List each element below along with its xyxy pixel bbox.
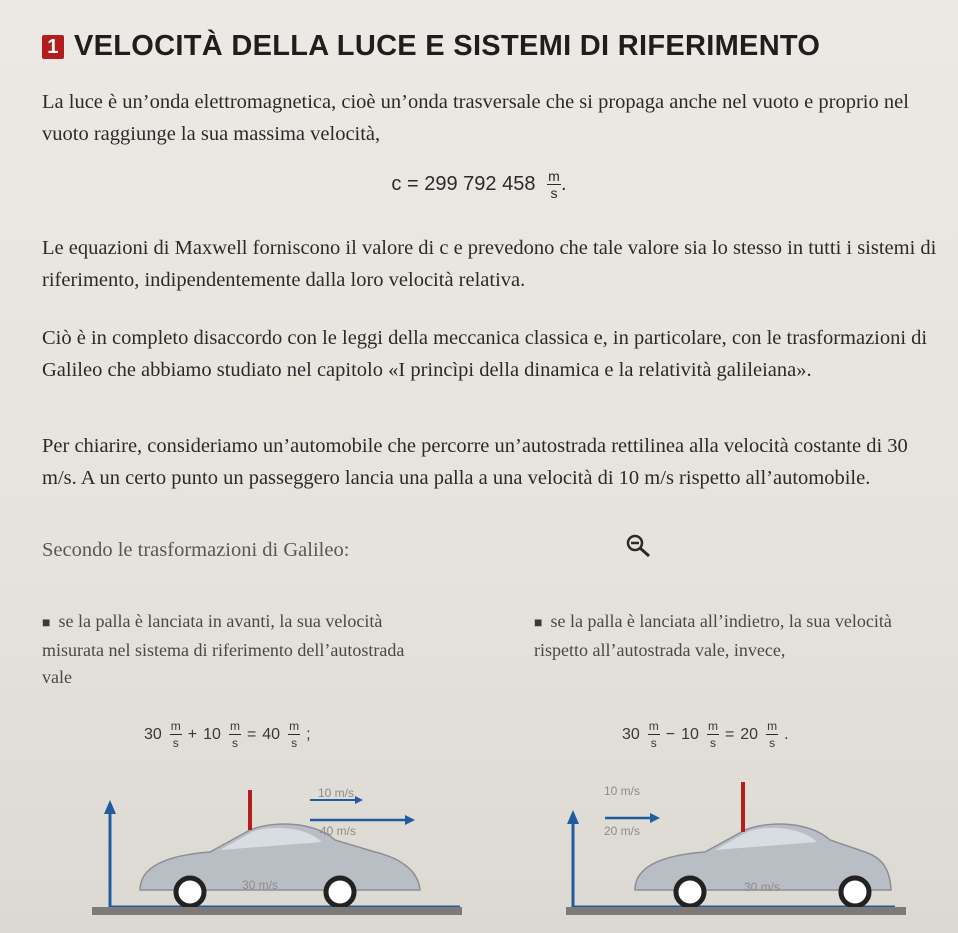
calc-unit [288,718,300,751]
road-right [566,907,906,915]
label-result-speed: 20 m/s [604,824,641,838]
unit-denominator: s [291,736,298,750]
unit-numerator: m [548,168,560,184]
arrowhead-result [650,813,660,823]
calc-tail: . [784,725,789,743]
section-heading [42,30,820,63]
calc-forward [144,718,311,751]
formula-lhs: c = 299 792 458 [391,172,536,195]
axis-arrowhead [567,810,579,824]
unit-numerator: m [229,719,240,733]
arrowhead-ball [355,796,363,804]
calc-unit [170,718,182,751]
road-left [92,907,462,915]
paragraph-transformations: Secondo le trasformazioni di Galileo: [42,539,350,561]
calc-unit [766,718,778,751]
formula-unit [547,168,561,201]
wheel-front [176,878,204,906]
unit-numerator: m [170,719,181,733]
unit-denominator: s [172,736,179,750]
label-result-speed: 40 m/s [320,824,357,838]
calc-equals: = [724,725,735,743]
calc-unit [229,718,241,751]
calc-result: 20 [740,725,759,743]
paragraph-intro: La luce è un’onda elettromagnetica, cioè un’onda trasversale che si propaga anche nel vuoto e proprio nel vuoto raggiunge la sua massima velocità, [42,91,909,145]
calc-result: 40 [262,725,281,743]
column-forward-text: se la palla è lanciata in avanti, la sua velocità misurata nel sistema di riferimento dell’autostrada vale [42,611,405,687]
column-forward [42,608,427,691]
bullet-square-icon: ■ [534,616,543,631]
arrowhead-result [405,815,415,825]
calc-term: 10 [203,725,221,743]
unit-denominator: s [650,736,657,750]
calc-unit [648,718,660,751]
unit-numerator: m [648,719,659,733]
section-title: VELOCITÀ DELLA LUCE E SISTEMI DI RIFERIMENTO [74,30,821,62]
illustration-forward [100,770,460,920]
calc-term: 30 [622,725,640,743]
column-backward [534,608,919,664]
unit-numerator: m [707,719,718,733]
wheel-rear [841,878,869,906]
calc-tail: ; [306,725,311,743]
calc-equals: = [246,725,257,743]
bullet-square-icon: ■ [42,616,51,631]
label-car-speed: 30 m/s [744,880,781,894]
axis-arrowhead [104,800,116,814]
calc-term: 30 [144,725,162,743]
unit-numerator: m [767,719,778,733]
calc-term: 10 [681,725,699,743]
calc-backward [622,718,789,751]
calc-unit [707,718,719,751]
unit-denominator: s [231,736,238,750]
speed-of-light-formula [0,168,958,201]
zoom-out-icon[interactable] [624,533,654,559]
unit-denominator: s [550,185,558,201]
calc-operator: + [187,725,198,743]
calc-operator: − [665,725,676,743]
section-number: 1 [42,35,64,59]
wheel-front [676,878,704,906]
unit-denominator: s [769,736,776,750]
unit-denominator: s [709,736,716,750]
label-ball-speed: 10 m/s [604,784,641,798]
formula-tail: . [561,172,567,195]
column-backward-text: se la palla è lanciata all’indietro, la sua velocità rispetto all’autostrada vale, invece, [534,611,892,660]
label-ball-speed: 10 m/s [318,786,355,800]
paragraph-maxwell: Le equazioni di Maxwell forniscono il valore di c e prevedono che tale valore sia lo stesso in tutti i sistemi di riferimento, indipendentemente dalla loro velocità relativa. [42,237,937,291]
wheel-rear [326,878,354,906]
paragraph-example: Per chiarire, consideriamo un’automobile che percorre un’autostrada rettilinea alla velocità costante di 30 m/s. A un certo punto un passeggero lancia una palla a una velocità di 10 m/s rispetto all’automobile. [42,435,908,489]
paragraph-galileo: Ciò è in completo disaccordo con le leggi della meccanica classica e, in particolare, con le trasformazioni di Galileo che abbiamo studiato nel capitolo «I princìpi della dinamica e la relatività galileiana». [42,327,928,381]
unit-numerator: m [289,719,300,733]
label-car-speed: 30 m/s [242,878,279,892]
